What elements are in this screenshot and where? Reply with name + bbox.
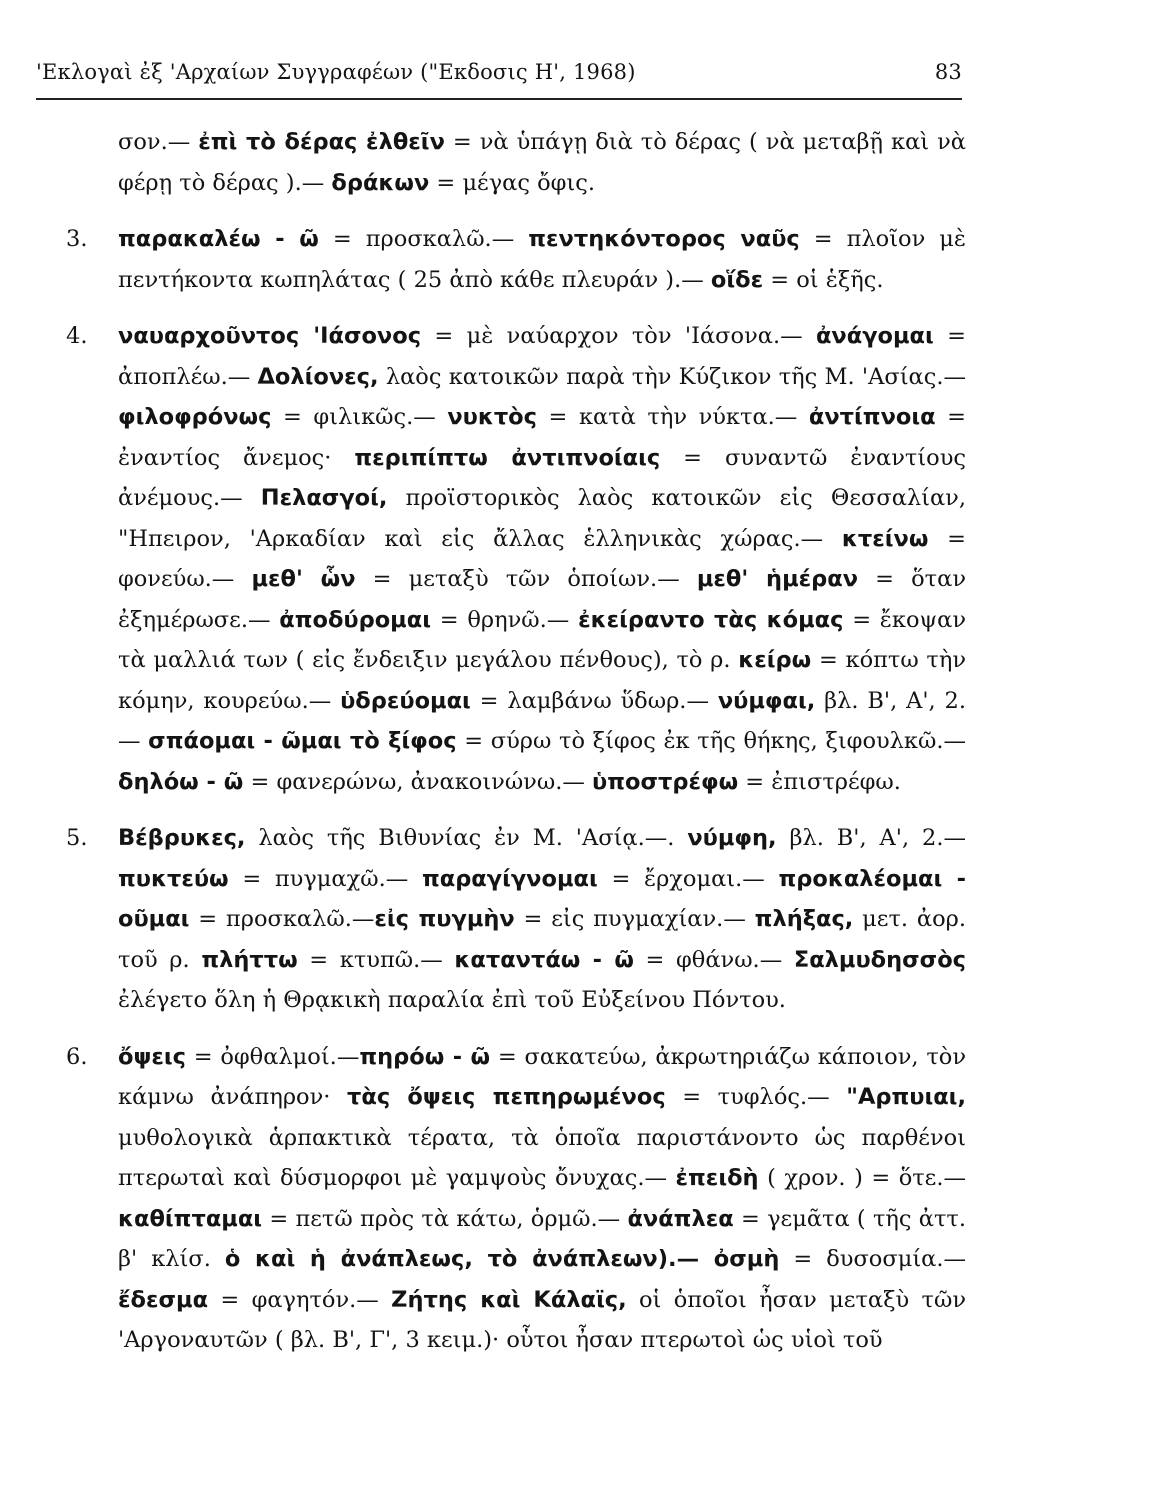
headword: πυκτεύω	[118, 865, 229, 892]
definition: = τυφλός.—	[665, 1084, 847, 1110]
definition: = συναντῶ ἐναντίους ἀνέμους.—	[118, 444, 966, 511]
headword: ὑδρεύομαι	[340, 687, 471, 714]
headword: ἀνάγομαι	[815, 323, 934, 349]
definition: = σύρω τὸ ξίφος ἐκ τῆς θήκης, ξιφουλκῶ.—	[456, 728, 966, 754]
headword: εἰς πυγμὴν	[374, 906, 515, 932]
headword: πλήξας,	[754, 906, 854, 932]
headword: πλήττω	[201, 946, 298, 973]
headword: Πελασγοί,	[260, 485, 388, 511]
headword: νύμφη,	[687, 825, 777, 851]
definition: λαὸς κατοικῶν παρὰ τὴν Κύζικον τῆς Μ. 'Ασίας.—	[378, 363, 966, 390]
headword: ὄψεις	[118, 1043, 186, 1070]
definition: = νὰ ὑπάγῃ διὰ τὸ δέρας ( νὰ μεταβῇ καὶ νὰ φέρῃ τὸ δέρας ).—	[118, 129, 966, 196]
headword: δηλόω - ῶ	[118, 768, 244, 795]
definition: = ὀφθαλμοί.—	[185, 1043, 360, 1070]
headword: ὁ καὶ ἡ ἀνάπλεως, τὸ ἀνάπλεων).— ὀσμὴ	[224, 1246, 780, 1272]
headword: προκαλέομαι - οῦμαι	[118, 865, 966, 932]
definition: = κτυπῶ.—	[297, 946, 455, 973]
headword: καθίπταμαι	[118, 1205, 263, 1232]
definition: = λαμβάνω ὕδωρ.—	[470, 687, 718, 714]
headword: ἐπειδὴ	[675, 1165, 759, 1191]
headword: Δολίονες,	[257, 363, 379, 390]
headword: δράκων	[331, 169, 430, 196]
definition: = πυγμαχῶ.—	[228, 865, 422, 892]
headword: Ζήτης καὶ Κάλαϊς,	[391, 1286, 627, 1313]
definition: = πετῶ πρὸς τὰ κάτω, ὁρμῶ.—	[262, 1205, 628, 1232]
definition: = μέγας ὄφις.	[429, 169, 595, 196]
headword: τὰς ὄψεις πεπηρωμένος	[347, 1084, 666, 1110]
definition: = ὅταν ἐξημέρωσε.—	[118, 566, 966, 633]
definition: = εἰς πυγμαχίαν.—	[514, 906, 755, 932]
headword: οἵδε	[710, 266, 764, 293]
glossary-body	[66, 122, 966, 1361]
glossary-entry	[66, 818, 966, 1021]
headword: σπάομαι - ῶμαι τὸ ξίφος	[148, 728, 457, 754]
definition: = φιλικῶς.—	[271, 404, 448, 430]
entry-text	[118, 818, 966, 1021]
headword: Σαλμυδησσὸς	[793, 946, 966, 973]
lead-text: σον.—	[118, 129, 199, 155]
headword: κτείνω	[841, 525, 929, 552]
definition: = ἐπιστρέφω.	[738, 768, 901, 795]
glossary-entry	[66, 316, 966, 802]
headword: ἀντίπνοια	[808, 404, 936, 430]
definition: = γεμᾶτα ( τῆς ἀττ. β' κλίσ.	[118, 1205, 966, 1272]
headword: ἐκείραντο τὰς κόμας	[578, 606, 844, 633]
headword: μεθ' ἡμέραν	[696, 566, 859, 592]
definition: = ἔκοψαν τὰ μαλλιά των ( εἰς ἔνδειξιν μεγάλου πένθους), τὸ ρ.	[118, 606, 967, 673]
definition: βλ. Β', Α', 2.—	[118, 687, 966, 754]
entry-text	[118, 219, 966, 300]
definition: = κατὰ τὴν νύκτα.—	[536, 404, 809, 430]
entry-number: 5.	[66, 825, 88, 851]
definition: = φανερώνω, ἀνακοινώνω.—	[243, 768, 592, 795]
headword: ὑποστρέφω	[592, 768, 739, 795]
definition: οἱ ὁποῖοι ἦσαν μεταξὺ τῶν 'Αργοναυτῶν ( βλ. Β', Γ', 3 κειμ.)· οὗτοι ἦσαν πτερωτοὶ ὡς υἱοὶ τοῦ	[118, 1286, 966, 1353]
headword: καταντάω - ῶ	[454, 946, 634, 973]
headword: Βέβρυκες,	[118, 825, 246, 851]
entry-number: 3.	[66, 226, 88, 252]
page-number: 83	[934, 60, 962, 84]
definition: = μεταξὺ τῶν ὁποίων.—	[355, 566, 697, 592]
header-title: 'Εκλογαὶ ἐξ 'Αρχαίων Συγγραφέων ("Εκδοσις Η', 1968)	[36, 60, 636, 84]
definition: = προσκαλῶ.—	[318, 226, 529, 252]
entry-number: 6.	[66, 1043, 88, 1070]
headword: πεντηκόντορος ναῦς	[528, 226, 800, 252]
headword: ἀνάπλεα	[627, 1205, 734, 1232]
definition: = πλοῖον μὲ πεντήκοντα κωπηλάτας ( 25 ἀπὸ κάθε πλευράν ).—	[118, 226, 966, 293]
header-rule	[36, 98, 962, 100]
headword: μεθ' ὧν	[251, 566, 356, 592]
definition: = προσκαλῶ.—	[189, 906, 375, 932]
headword: νύμφαι,	[717, 687, 816, 714]
definition: = οἱ ἑξῆς.	[763, 266, 884, 293]
definition: = ἐναντίος ἄνεμος·	[118, 404, 966, 471]
definition: λαὸς τῆς Βιθυνίας ἐν Μ. 'Ασίᾳ.—.	[245, 825, 688, 851]
headword: κείρω	[738, 647, 812, 673]
definition: = δυσοσμία.—	[779, 1246, 966, 1272]
headword: ἔδεσμα	[118, 1286, 209, 1313]
headword: περιπίπτω ἀντιπνοίαις	[354, 444, 661, 471]
glossary-entry	[66, 1037, 966, 1361]
entry-text	[118, 1037, 966, 1361]
headword: φιλοφρόνως	[118, 404, 272, 430]
entry-text	[118, 316, 966, 802]
definition: προϊστορικὸς λαὸς κατοικῶν εἰς Θεσσαλίαν, "Ηπειρον, 'Αρκαδίαν καὶ εἰς ἄλλας ἑλληνικὰς χώρας.—	[118, 485, 966, 552]
definition: = θρηνῶ.—	[430, 606, 579, 633]
headword: πηρόω - ῶ	[359, 1043, 491, 1070]
glossary-entry	[66, 219, 966, 300]
headword: ἐπὶ τὸ δέρας ἐλθεῖν	[198, 129, 445, 155]
definition: = φθάνω.—	[633, 946, 794, 973]
intro-paragraph	[118, 122, 966, 203]
headword: ναυαρχοῦντος 'Ιάσονος	[118, 323, 422, 349]
definition: = σακατεύω, ἀκρωτηριάζω κάποιον, τὸν κάμνω ἀνάπηρον·	[118, 1043, 966, 1110]
definition: βλ. Β', Α', 2.—	[776, 825, 966, 851]
entry-list	[66, 219, 966, 1361]
headword: παρακαλέω - ῶ	[118, 226, 319, 252]
entry-number: 4.	[66, 323, 88, 349]
definition: = φονεύω.—	[118, 525, 966, 592]
definition: μυθολογικὰ ἁρπακτικὰ τέρατα, τὰ ὁποῖα παριστάνοντο ὡς παρθένοι πτερωταὶ καὶ δύσμορφοι μὲ γαμψοὺς ὄνυχας.—	[118, 1124, 966, 1191]
definition: μετ. ἀορ. τοῦ ρ.	[118, 906, 966, 973]
headword: νυκτὸς	[447, 404, 537, 430]
definition: = μὲ ναύαρχον τὸν 'Ιάσονα.—	[421, 323, 816, 349]
definition: ( χρον. ) = ὅτε.—	[758, 1165, 966, 1191]
definition: = ἀποπλέω.—	[118, 323, 966, 390]
definition: = φαγητόν.—	[208, 1286, 392, 1313]
definition: = ἔρχομαι.—	[597, 865, 779, 892]
headword: "Αρπυιαι,	[846, 1084, 966, 1110]
headword: ἀποδύρομαι	[279, 606, 431, 633]
definition: = κόπτω τὴν κόμην, κουρεύω.—	[118, 647, 967, 714]
running-header	[36, 60, 962, 84]
definition: ἐλέγετο ὅλη ἡ Θρᾳκικὴ παραλία ἐπὶ τοῦ Εὐξείνου Πόντου.	[118, 987, 786, 1013]
headword: παραγίγνομαι	[421, 865, 598, 892]
